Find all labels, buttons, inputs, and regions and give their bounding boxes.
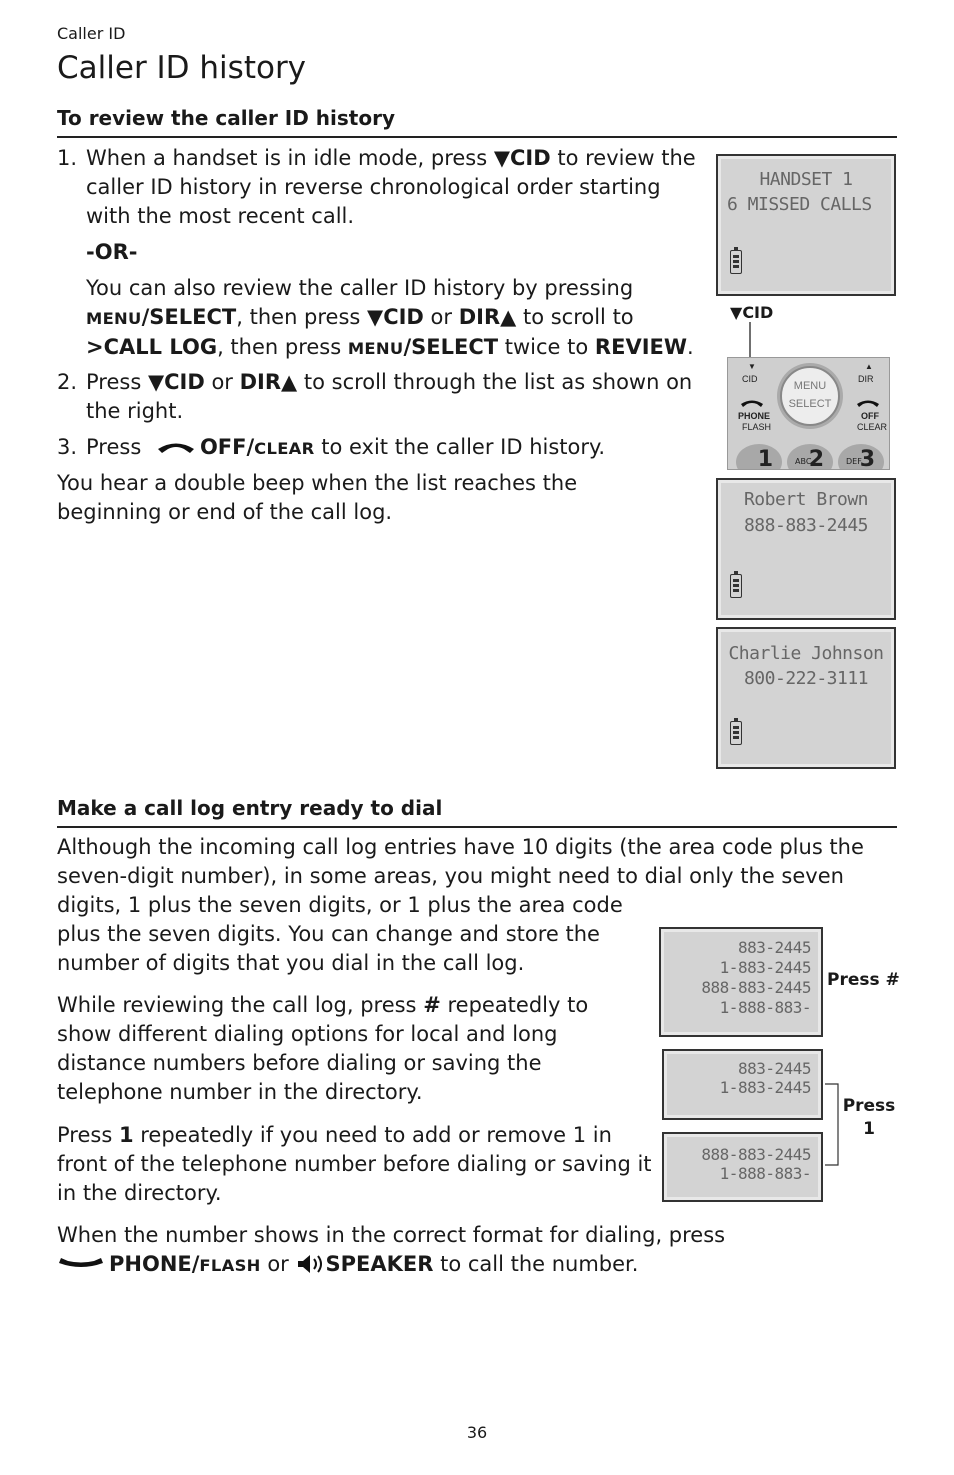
step-number: 3. — [57, 435, 78, 459]
paragraph-press-one — [57, 1121, 652, 1208]
menu-review: REVIEW — [594, 335, 688, 359]
lcd-line: 883-2445 — [737, 938, 811, 957]
key-2[interactable] — [787, 444, 833, 470]
press-one-caption-line: 1 — [863, 1119, 875, 1139]
keypad-off-label: OFF — [861, 411, 879, 421]
key-1[interactable] — [736, 444, 782, 470]
step-text: , then press — [217, 335, 348, 359]
menu-label: MENU — [793, 380, 827, 392]
speaker-icon — [296, 1253, 326, 1275]
key-cid: CID — [164, 370, 205, 394]
step-text: When a handset is in idle mode, press — [86, 146, 494, 170]
key-letters: DEF — [846, 457, 862, 466]
down-arrow-icon: ▼ — [367, 305, 384, 329]
step-text: Press — [86, 370, 148, 394]
key-flash: FLASH — [199, 1256, 261, 1275]
lcd-line: 800-222-3111 — [743, 668, 869, 689]
lcd-line: 888-883-2445 — [701, 1145, 811, 1164]
up-arrow-icon: ▲ — [865, 362, 873, 371]
down-arrow-icon: ▼ — [730, 303, 743, 322]
or-label: -OR- — [86, 240, 138, 264]
lcd-line: HANDSET 1 — [759, 169, 853, 190]
lcd-line: Charlie Johnson — [728, 643, 884, 664]
up-arrow-icon: ▲ — [500, 305, 517, 329]
lcd-line: 1-888-883- — [719, 998, 811, 1017]
lcd-screen-robert-brown — [716, 478, 896, 620]
step-1 — [57, 144, 705, 363]
step-text: , then press — [236, 305, 368, 329]
page-title: Caller ID history — [57, 50, 307, 86]
key-select: /SELECT — [403, 335, 499, 359]
battery-icon — [730, 574, 742, 598]
lcd-line: Robert Brown — [743, 489, 869, 510]
key-speaker: SPEAKER — [325, 1252, 434, 1276]
select-label: SELECT — [788, 398, 832, 410]
paragraph-text: While reviewing the call log, press — [57, 993, 424, 1017]
paragraph-digits-rest: digits, 1 plus the seven digits, or 1 plus the area code plus the seven digits. You can change and store the number of digits that you dial in the call log. — [57, 893, 623, 975]
key-dir: DIR — [458, 305, 501, 329]
paragraph-text: repeatedly if you need to add or remove 1 in front of the telephone number before dialing or saving it in the directory. — [57, 1123, 652, 1205]
key-one: 1 — [118, 1123, 134, 1147]
press-one-caption-line: Press — [842, 1096, 896, 1116]
lcd-screen-charlie-johnson — [716, 627, 896, 769]
up-arrow-icon: ▲ — [281, 370, 298, 394]
phone-icon — [57, 1255, 105, 1271]
paragraph-digits-intro: Although the incoming call log entries have 10 digits (the area code plus the seven-digit number), in some areas, you might need to dial only the seven — [57, 835, 864, 888]
step-text: or — [423, 305, 459, 329]
key-cid: CID — [510, 146, 551, 170]
key-dir: DIR — [239, 370, 282, 394]
section-heading-call-log: Make a call log entry ready to dial — [57, 796, 897, 828]
phone-icon — [740, 398, 764, 408]
key-off: OFF/ — [199, 435, 255, 459]
section-heading-review: To review the caller ID history — [57, 106, 897, 138]
hang-up-icon — [856, 398, 880, 408]
battery-icon — [730, 250, 742, 274]
lcd-line: 888-883-2445 — [743, 515, 869, 536]
key-cid: CID — [383, 305, 424, 329]
key-menu: MENU — [347, 339, 404, 358]
key-phone: PHONE/ — [109, 1252, 200, 1276]
lcd-line: 1-883-2445 — [719, 958, 811, 977]
keypad-phone-label: PHONE — [738, 411, 771, 421]
hang-up-icon — [156, 438, 196, 456]
step-number: 1. — [57, 146, 78, 170]
down-arrow-icon: ▼ — [147, 370, 165, 394]
key-letters: ABC — [795, 457, 812, 466]
lcd-line: 6 MISSED CALLS — [727, 194, 872, 215]
menu-select-button[interactable] — [780, 366, 840, 426]
lcd-line: 1-883-2445 — [719, 1078, 811, 1097]
lcd-line: 883-2445 — [737, 1059, 811, 1078]
down-arrow-icon: ▼ — [748, 362, 756, 371]
lcd-line: 888-883-2445 — [701, 978, 811, 997]
key-digit: 2 — [808, 447, 824, 470]
step-text: to exit the caller ID history. — [314, 435, 606, 459]
paragraph-place-call — [57, 1221, 817, 1280]
keypad-flash-label: FLASH — [742, 422, 772, 432]
step-text: or — [204, 370, 240, 394]
paragraph-text: or — [260, 1252, 296, 1276]
key-menu: MENU — [86, 309, 142, 328]
step-text: to review the caller ID history in reverse chronological order starting with the most recent call. — [86, 146, 696, 228]
cid-caption — [730, 303, 773, 322]
paragraph-text: When the number shows in the correct format for dialing, press — [57, 1223, 726, 1247]
handset-keypad — [727, 357, 890, 470]
lcd-line: 1-888-883- — [719, 1164, 811, 1183]
menu-call-log: >CALL LOG — [86, 335, 218, 359]
step-2 — [57, 368, 705, 426]
battery-icon — [730, 721, 742, 745]
key-digit: 3 — [859, 447, 875, 470]
step-text: You can also review the caller ID history by pressing — [86, 276, 634, 300]
step-text: to scroll through the list as shown on the right. — [86, 370, 693, 423]
lcd-dial-options-long-distance — [662, 1132, 823, 1202]
key-3[interactable] — [838, 444, 884, 470]
paragraph-text: to call the number. — [433, 1252, 639, 1276]
paragraph-text: Press — [57, 1123, 119, 1147]
keypad-cid-label: CID — [742, 374, 758, 384]
step-number: 2. — [57, 370, 78, 394]
step-text: twice to — [498, 335, 595, 359]
step-text: . — [687, 335, 694, 359]
key-clear: CLEAR — [254, 439, 315, 458]
key-digit: 1 — [757, 447, 773, 470]
paragraph-text: repeatedly to show different dialing options for local and long distance numbers before dialing or saving the telephone number in the directory. — [57, 993, 589, 1104]
keypad-dir-label: DIR — [858, 374, 874, 384]
down-arrow-icon: ▼ — [493, 146, 511, 170]
paragraph-press-hash — [57, 991, 637, 1107]
press-hash-caption: Press # — [827, 970, 900, 990]
step-3 — [57, 433, 705, 463]
key-hash: # — [423, 993, 441, 1017]
page-number: 36 — [466, 1423, 488, 1442]
lcd-screen-missed-calls — [716, 154, 896, 296]
key-select: /SELECT — [141, 305, 237, 329]
cid-caption-text: CID — [742, 303, 774, 322]
note-double-beep: You hear a double beep when the list reaches the beginning or end of the call log. — [57, 471, 578, 524]
press-one-caption — [839, 1095, 899, 1141]
step-text: to scroll to — [516, 305, 634, 329]
step-text: Press — [86, 435, 148, 459]
lcd-dial-options-all — [659, 927, 823, 1037]
keypad-clear-label: CLEAR — [857, 422, 888, 432]
breadcrumb: Caller ID — [57, 24, 126, 43]
lcd-dial-options-local — [662, 1049, 823, 1120]
